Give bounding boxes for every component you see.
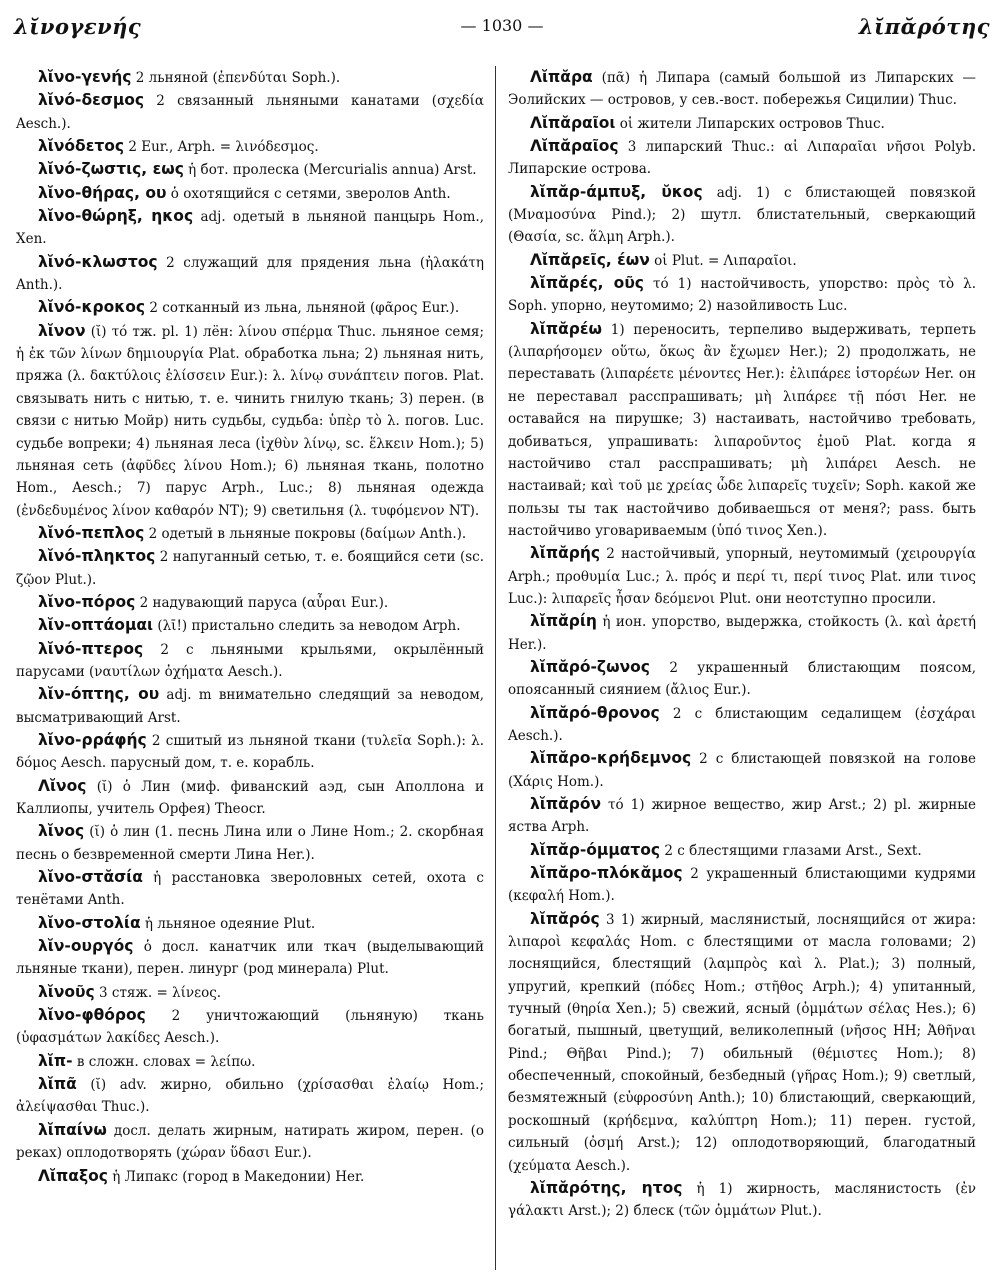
dictionary-entry	[16, 205, 484, 251]
entry-definition: в сложн. словах = λείπω.	[72, 1053, 256, 1070]
entry-definition: 2 с блистающей повязкой на голове (Χάρις Hom.).	[508, 751, 976, 790]
entry-definition: 3 липарский Thuc.: αἱ Λιπαραῖαι νῆσοι Polyb. Липарские острова.	[508, 139, 976, 178]
entry-definition: 2 с льняными крыльями, окрылённый парусами (ναυτίλων ὀχήματα Aesch.).	[16, 641, 484, 680]
entry-headword: λῐπᾰρό-ζωνος	[530, 657, 650, 676]
entry-headword: λῐπᾰρές, οῦς	[530, 274, 644, 293]
dictionary-entry	[16, 683, 484, 729]
entry-definition: 2 украшенный блистающими кудрями (κεφαλή Hom.).	[508, 866, 976, 905]
dictionary-entry	[508, 249, 976, 272]
entry-headword: λῐν-ουργός	[38, 937, 134, 956]
right-column	[508, 66, 976, 1223]
page-header	[14, 14, 990, 42]
dictionary-entry	[16, 158, 484, 181]
entry-headword: λῐπᾰρ-όμματος	[530, 840, 661, 859]
dictionary-entry	[508, 747, 976, 793]
dictionary-entry	[16, 820, 484, 866]
dictionary-entry	[508, 908, 976, 1177]
entry-headword: λῐνος	[38, 822, 85, 841]
entry-headword: λῐπᾰρίη	[530, 612, 597, 631]
entry-headword: λῐπᾰρο-πλόκᾰμος	[530, 864, 683, 883]
dictionary-entry	[16, 935, 484, 981]
entry-headword: λῐνο-στολία	[38, 913, 141, 932]
entry-headword: Λῐπᾰραῖος	[530, 137, 619, 156]
entry-definition: τό 1) жирное вещество, жир Arst.; 2) pl. жирные яства Arph.	[508, 797, 976, 836]
entry-headword: λῐπᾶ	[38, 1075, 77, 1094]
entry-definition: ἡ 1) жирность, маслянистость (ἐν γάλακτι Arst.); 2) блеск (τῶν ὀμμάτων Plut.).	[508, 1180, 976, 1220]
dictionary-entry	[508, 112, 976, 135]
left-column	[16, 66, 484, 1188]
entry-definition: 2 напуганный сетью, т. е. боящийся сети (sc. ζῷον Plut.).	[16, 549, 484, 588]
entry-headword: λῐνό-πτερος	[38, 639, 144, 658]
running-head-left: λῐνογενής	[14, 14, 142, 39]
entry-headword: λῐπᾰρότης, ητος	[530, 1178, 683, 1197]
dictionary-entry	[16, 296, 484, 319]
dictionary-entry	[508, 839, 976, 862]
entry-headword: λῐπ-	[38, 1051, 73, 1070]
entry-definition: ἡ ион. упорство, выдержка, стойкость (λ. καὶ ἀρετή Her.).	[508, 614, 976, 653]
entry-headword: λῐνό-δεσμος	[38, 91, 145, 110]
entry-definition: 2 одетый в льняные покровы (δαίμων Anth.).	[144, 525, 467, 542]
entry-definition: οἱ жители Липарских островов Thuc.	[615, 115, 885, 132]
entry-definition: τό 1) настойчивость, упорство: πρὸς τὸ λ. Soph. упорно, неутомимо; 2) назойливость Luc.	[508, 276, 976, 315]
dictionary-entry	[16, 320, 484, 522]
dictionary-entry	[508, 656, 976, 702]
entry-definition: 2 связанный льняными канатами (σχεδία Aesch.).	[16, 93, 484, 132]
entry-definition: 1) переносить, терпеливо выдерживать, терпеть (λιπαρήσομεν οὕτω, ὅκως ἂν ἔχωμεν Her.); 2) продолжать, не переставать (λιπαρέετε μένοντες Her.): ἐλιπάρεε ἱστορέων Her. он не переставал расспрашивать; μὴ λιπάρεε τῇ πόσι Her. не оставайся на пирушке; 3) настаивать, настойчиво требовать, добиваться, упрашивать: λιπαροῦντος ἐμοῦ Plat. когда я настойчиво стал расспрашивать; μὴ λιπάρει Aesch. не настаивай; καὶ τοῦ με χρείας ὧδε λιπαρεῖς τυχεῖν; Soph. какой же пользы ты так настойчиво добиваешься от меня?; pass. быть настойчиво уговариваемым (ὑπό τινος Xen.).	[508, 321, 976, 539]
entry-headword: λῐνο-ρράφής	[38, 730, 147, 749]
entry-definition: 2 надувающий паруса (αὖραι Eur.).	[135, 594, 389, 611]
entry-headword: Λῐπαξος	[38, 1166, 108, 1185]
entry-definition: adj. 1) с блистающей повязкой (Μναμοσύνα Pind.); 2) шутл. блистательный, сверкающий (Θασία, sc. ἅλμη Arph.).	[508, 184, 977, 246]
dictionary-entry	[16, 591, 484, 614]
entry-headword: λῐνό-πεπλος	[38, 523, 145, 542]
entry-headword: λῐπᾰρό-θρονος	[530, 703, 660, 722]
dictionary-entry	[16, 729, 484, 775]
entry-definition: (ῐ) ὁ лин (1. песнь Лина или о Лине Hom.; 2. скорбная песнь о безвременной смерти Лина Her.).	[16, 824, 484, 863]
dictionary-entry	[16, 66, 484, 89]
running-head-right: λῐπᾰρότης	[858, 14, 990, 39]
dictionary-entry	[16, 912, 484, 935]
entry-headword: λῐπᾰρο-κρήδεμνος	[530, 749, 692, 768]
dictionary-entry	[508, 181, 976, 249]
entry-definition: 2 служащий для прядения льна (ἠλακάτη Anth.).	[16, 254, 484, 294]
entry-headword: Λῐπᾰραῖοι	[530, 113, 616, 132]
entry-headword: Λῐπᾰρεῖς, έων	[530, 250, 650, 269]
page-number: — 1030 —	[460, 16, 544, 35]
entry-headword: λῐνο-στᾰσία	[38, 868, 143, 887]
entry-definition: ὁ досл. канатчик или ткач (выделывающий льняные ткани), перен. линург (род минерала) Plut.	[16, 939, 484, 978]
entry-headword: Λῐνος	[38, 776, 87, 795]
entry-definition: 3 1) жирный, маслянистый, лоснящийся от жира: λιπαροὶ κεφαλάς Hom. с блестящими от масла головами; 2) лоснящийся, блестящий (λαμπρὸς καὶ λ. Plat.); 3) полный, упругий, крепкий (πόδες Hom.; στῆθος Arph.); 4) упитанный, тучный (θηρία Xen.); 5) свежий, ясный (ὀμμάτων σέλας Hes.); 6) богатый, пышный, цветущий, великолепный (νῆσος HH; Ἀθῆναι Pind.; Θῆβαι Pind.); 7) обильный (θέμιστες Hom.); 8) обеспеченный, спокойный, безбедный (γῆρας Hom.); 9) светлый, безмятежный (εὐφροσύνη Anth.); 10) блистающий, сверкающий, роскошный (κρήδεμνα, καλύπτρη Hom.); 11) перен. густой, сильный (ὀσμή Arst.); 12) оплодотворяющий, благодатный (χεύματα Aesch.).	[508, 911, 976, 1174]
dictionary-entry	[16, 135, 484, 158]
entry-definition: (πᾶ) ἡ Липара (самый большой из Липарских — Эолийских — островов, у сев.-вост. побережья Сицилии) Thuc.	[508, 70, 976, 109]
dictionary-entry	[16, 522, 484, 545]
entry-headword: λῐπαίνω	[38, 1120, 107, 1139]
dictionary-entry	[16, 89, 484, 135]
column-divider	[495, 66, 496, 1270]
entry-headword: λῐνοῦς	[38, 982, 95, 1001]
entry-headword: λῐνό-πληκτος	[38, 547, 156, 566]
dictionary-entry	[16, 1165, 484, 1188]
dictionary-entry	[16, 251, 484, 297]
dictionary-entry	[508, 135, 976, 181]
entry-headword: λῐνό-κλωστος	[38, 252, 158, 271]
entry-definition: 2 уничтожающий (льняную) ткань (ὑφασμάτων λακίδες Aesch.).	[16, 1008, 484, 1047]
entry-definition: ἡ расстановка звероловных сетей, охота с тенётами Anth.	[16, 870, 484, 909]
dictionary-entry	[508, 542, 976, 610]
dictionary-entry	[16, 866, 484, 912]
entry-definition: 2 льняной (ἐπενδύται Soph.).	[131, 70, 341, 86]
entry-headword: λῐνο-γενής	[38, 68, 132, 86]
dictionary-entry	[16, 1073, 484, 1119]
dictionary-entry	[16, 981, 484, 1004]
dictionary-entry	[508, 862, 976, 908]
entry-definition: ἡ бот. пролеска (Mercurialis annua) Arst.	[183, 162, 477, 179]
entry-definition: 2 сотканный из льна, льняной (φᾶρος Eur.).	[145, 300, 460, 317]
entry-headword: λῐνόδετος	[38, 137, 125, 156]
entry-definition: 2 Eur., Arph. = λινόδεσμος.	[124, 139, 319, 156]
entry-headword: Λῐπᾰρα	[530, 68, 593, 86]
entry-definition: 2 с блестящими глазами Arst., Sext.	[660, 842, 922, 859]
entry-headword: λῐνό-κροκος	[38, 298, 146, 317]
entry-definition: ὁ охотящийся с сетями, зверолов Anth.	[166, 185, 451, 202]
dictionary-entry	[16, 545, 484, 591]
entry-headword: λῐν-οπτάομαι	[38, 616, 154, 635]
entry-definition: 2 с блистающим седалищем (ἐσχάραι Aesch.).	[508, 705, 976, 744]
dictionary-entry	[508, 702, 976, 748]
dictionary-entry	[508, 1177, 976, 1223]
dictionary-entry	[16, 1004, 484, 1050]
entry-definition: adj. m внимательно следящий за неводом, высматривающий Arst.	[16, 687, 485, 726]
entry-definition: 2 украшенный блистающим поясом, опоясанный сиянием (ἄλιος Eur.).	[508, 659, 976, 699]
entry-definition: 3 стяж. = λίνεος.	[94, 984, 222, 1001]
dictionary-entry	[16, 638, 484, 684]
dictionary-entry	[16, 182, 484, 205]
entry-headword: λῐνο-πόρος	[38, 592, 136, 611]
entry-headword: λῐπᾰρ-άμπυξ, ῠκος	[530, 182, 703, 201]
entry-headword: λῐνο-θώρηξ, ηκος	[38, 207, 194, 226]
dictionary-entry	[508, 793, 976, 839]
dictionary-entry	[508, 610, 976, 656]
entry-definition: adj. одетый в льняной панцырь Hom., Xen.	[16, 209, 484, 248]
entry-definition: (λῑ!) пристально следить за неводом Arph.	[153, 618, 461, 635]
entry-definition: (ῐ) τό тж. pl. 1) лён: λίνου σπέρμα Thuc. льняное семя; ἡ ἐκ τῶν λίνων δημιουργία Plat. обработка льна; 2) льняная нить, пряжа (λ. δακτύλοις ἑλίσσειν Eur.): λ. λίνῳ συνάπτειν погов. Plat. связывать нить с нитью, т. е. чинить гнилую ткань; 3) перен. (в связи с нитью Мойр) нить судьбы, судьба: ὑπὲρ τὸ λ. погов. Luc. судьбе вопреки; 4) льняная леса (ἰχθὺν λίνῳ, sc. ἕλκειν Hom.); 5) льняная сеть (ἀφῦδες λίνου Hom.); 6) льняная ткань, полотно Hom., Aesch.; 7) парус Arph., Luc.; 8) льняная одежда (ἐνδεδυμένος λίνον καθαρόν NT); 9) светильня (λ. τυφόμενον NT).	[16, 323, 484, 519]
entry-headword: λῐνο-θήρας, ου	[38, 183, 167, 202]
dictionary-entry	[508, 272, 976, 318]
entry-headword: λῐν-όπτης, ου	[38, 685, 160, 704]
entry-definition: οἱ Plut. = Λιπαραῖοι.	[649, 252, 797, 269]
dictionary-entry	[16, 1050, 484, 1073]
entry-definition: досл. делать жирным, натирать жиром, перен. (о реках) оплодотворять (χώραν ὕδασι Eur.).	[16, 1122, 484, 1162]
dictionary-entry	[16, 775, 484, 821]
entry-headword: λῐπᾰρόν	[530, 795, 602, 813]
entry-definition: ἡ льняное одеяние Plut.	[140, 915, 316, 932]
entry-headword: λῐνό-ζωστις, εως	[38, 160, 184, 179]
entry-headword: λῐπᾰρός	[530, 909, 600, 928]
entry-headword: λῐπᾰρέω	[530, 319, 602, 338]
dictionary-entry	[16, 1119, 484, 1165]
entry-definition: (ῐ) adv. жирно, обильно (χρίσασθαι ἐλαίῳ Hom.; ἀλείψασθαι Thuc.).	[16, 1077, 484, 1116]
dictionary-entry	[16, 614, 484, 637]
entry-definition: 2 настойчивый, упорный, неутомимый (χειρουργία Arph.; προθυμία Luc.; λ. πρός и περί τι, περί τινος Plat. или τινος Luc.): λιπαρεῖς ἦσαν δεόμενοι Plut. они неотступно просили.	[508, 546, 976, 607]
entry-headword: λῐπᾰρής	[530, 544, 601, 563]
entry-definition: (ῐ) ὁ Лин (миф. фиванский аэд, сын Аполлона и Каллиопы, учитель Орфея) Theocr.	[16, 778, 484, 817]
entry-headword: λῐνον	[38, 321, 86, 340]
dictionary-entry	[508, 66, 976, 112]
dictionary-entry	[508, 318, 976, 542]
entry-headword: λῐνο-φθόρος	[38, 1006, 146, 1025]
entry-definition: 2 сшитый из льняной ткани (τυλεῖα Soph.): λ. δόμος Aesch. парусный дом, т. е. корабль.	[16, 732, 484, 772]
entry-definition: ἡ Липакс (город в Македонии) Her.	[107, 1168, 365, 1185]
